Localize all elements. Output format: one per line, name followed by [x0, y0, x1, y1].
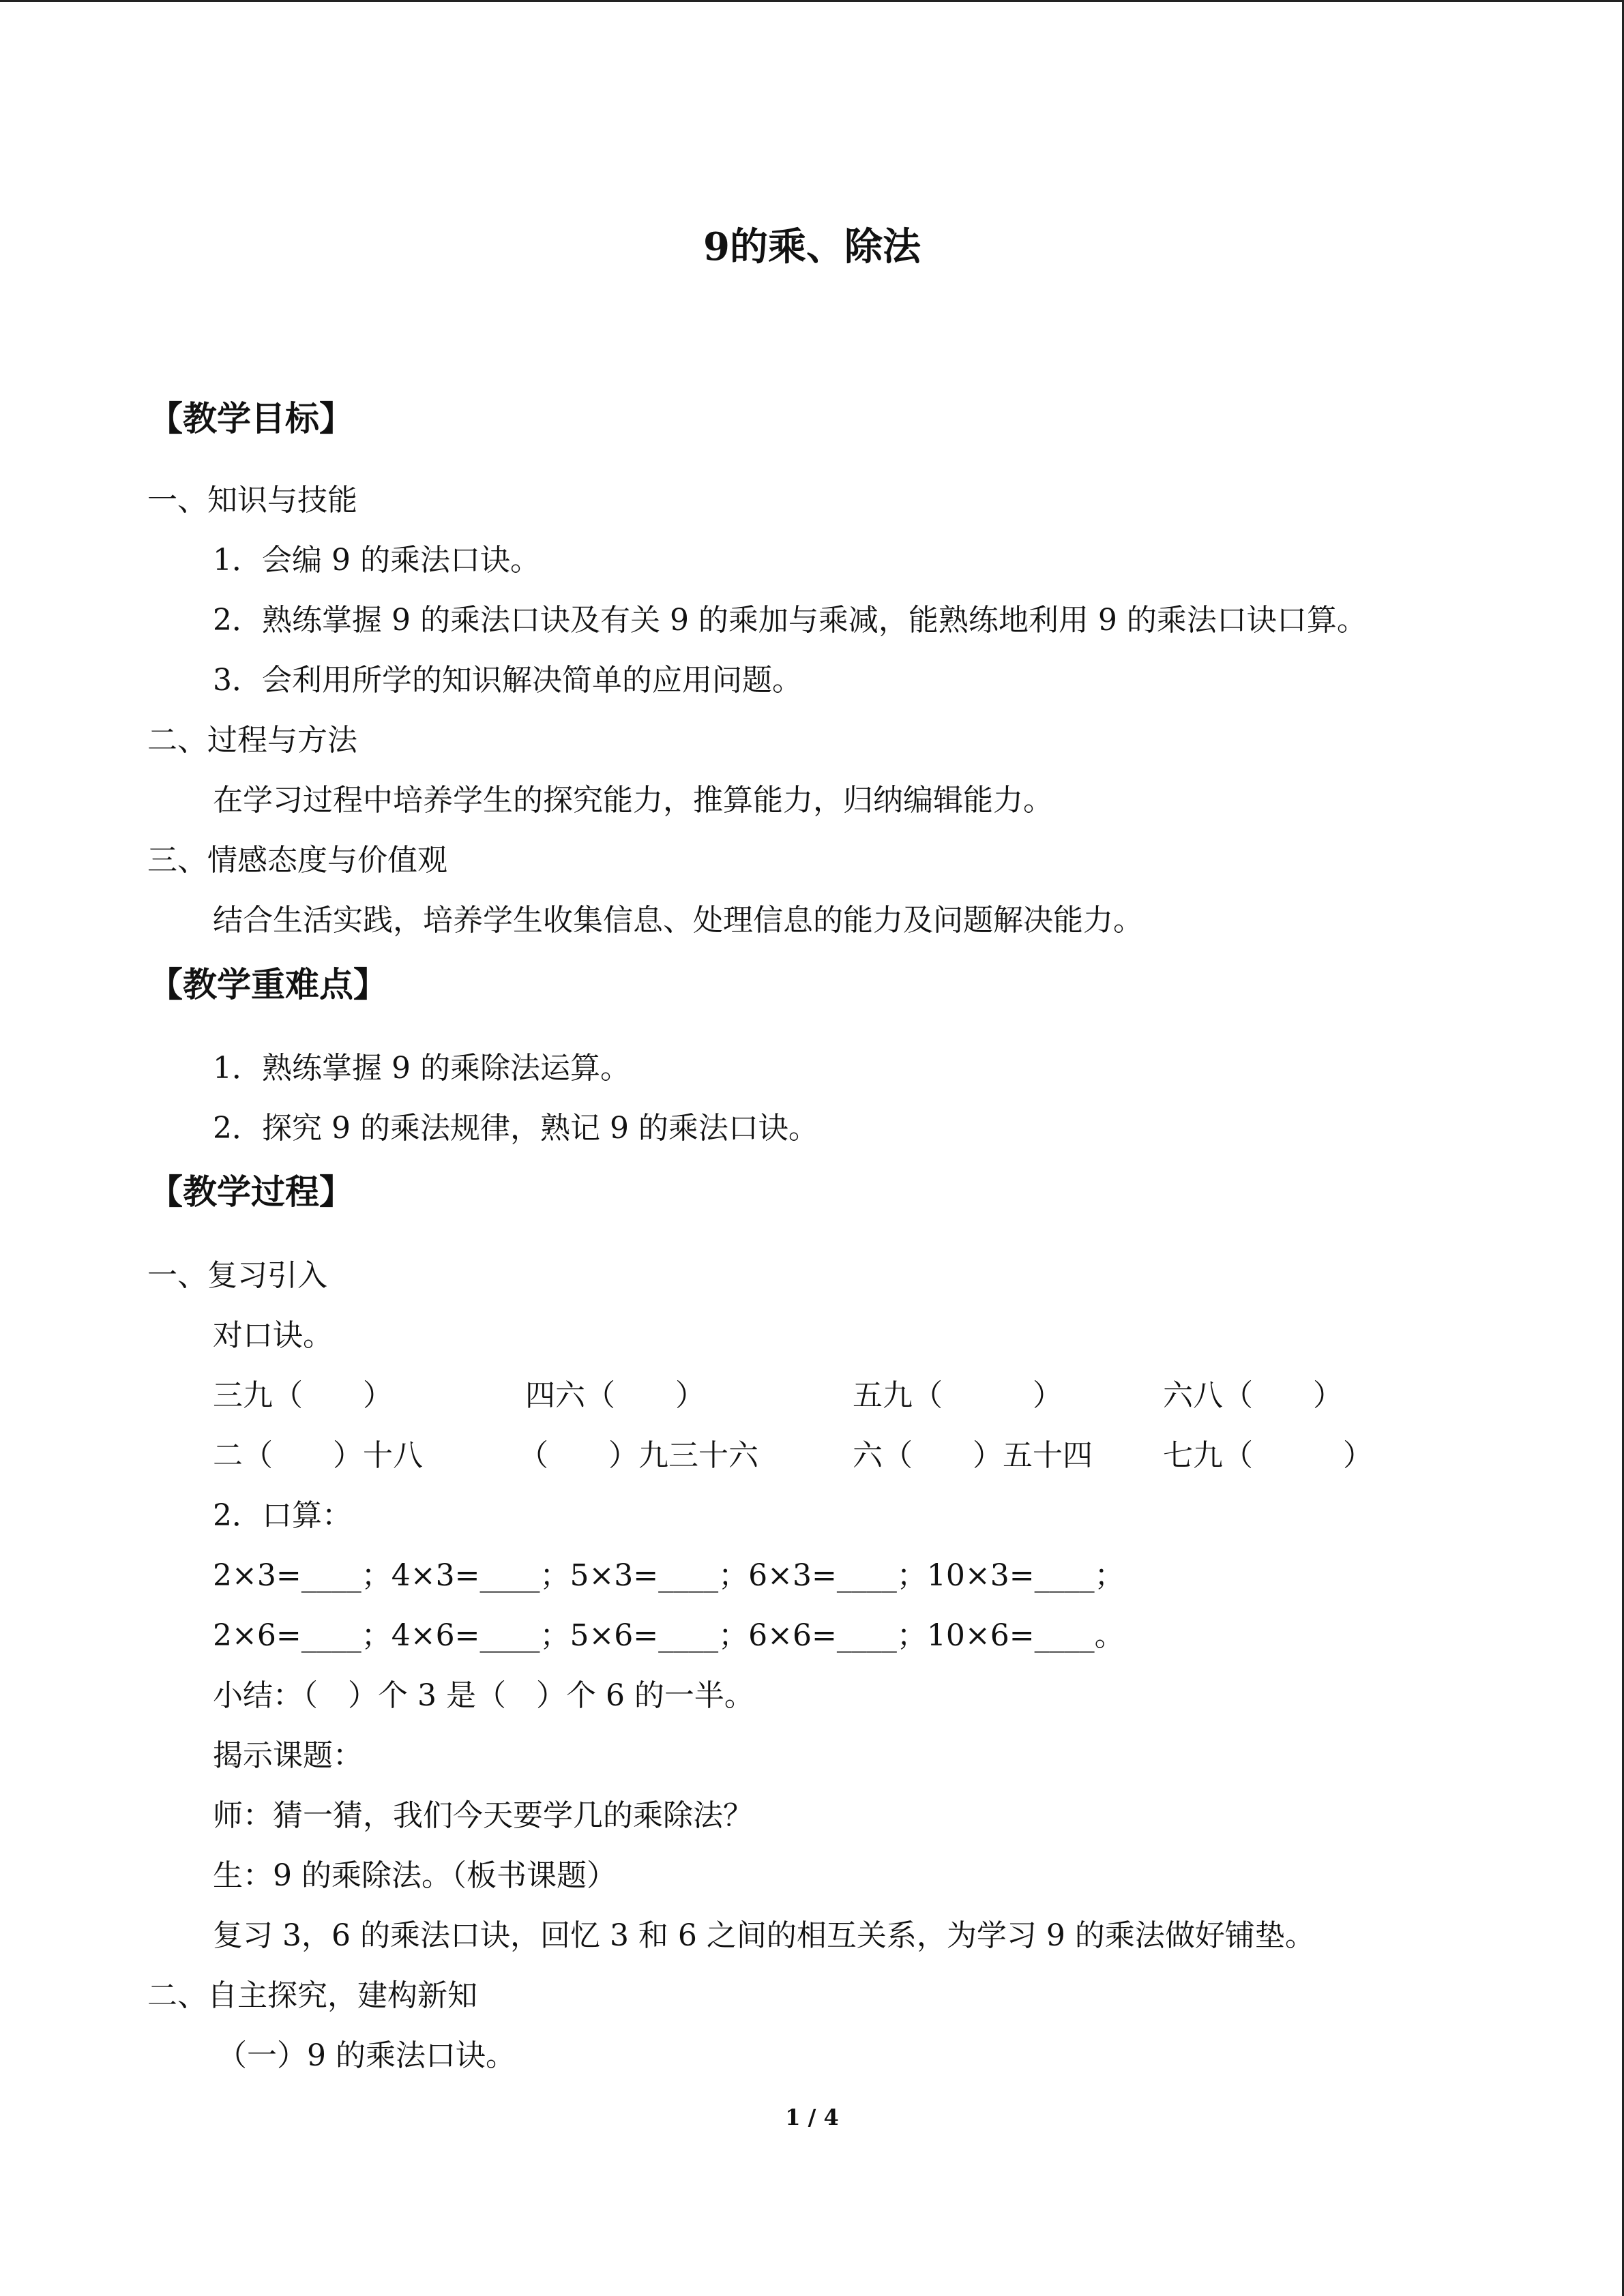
section-heading-process: 【教学过程】: [149, 1172, 353, 1212]
key-item-2: 2．探究 9 的乘法规律，熟记 9 的乘法口诀。: [213, 1111, 818, 1146]
goals-process-text: 在学习过程中培养学生的探究能力，推算能力，归纳编辑能力。: [213, 783, 1053, 818]
oral-calc-label: 2．口算：: [213, 1498, 352, 1533]
process-subheading-explore: 二、自主探究，建构新知: [147, 1978, 477, 2013]
process-subheading-review: 一、复习引入: [147, 1258, 327, 1293]
sub-item-9-multiplication: （一）9 的乘法口诀。: [217, 2038, 516, 2073]
reveal-topic-label: 揭示课题：: [213, 1738, 363, 1773]
document-title: 9的乘、除法: [703, 224, 921, 269]
top-border: [0, 0, 1624, 2]
koujue-item: 三九（ ）: [213, 1378, 393, 1413]
goals-attitude-text: 结合生活实践，培养学生收集信息、处理信息的能力及问题解决能力。: [213, 903, 1143, 938]
section-heading-goals: 【教学目标】: [149, 398, 353, 438]
goals-subheading-attitude: 三、情感态度与价值观: [147, 843, 447, 878]
oral-calc-row-1: 2×3=____；4×3=____；5×3=____；6×3=____；10×3=____；: [213, 1558, 1125, 1593]
koujue-item: 四六（ ）: [525, 1378, 705, 1413]
goals-item-1: 1．会编 9 的乘法口诀。: [213, 543, 540, 578]
goals-subheading-process: 二、过程与方法: [147, 723, 357, 758]
student-line: 生：9 的乘除法。（板书课题）: [213, 1858, 617, 1893]
goals-subheading-knowledge: 一、知识与技能: [147, 483, 357, 518]
koujue-item: 二（ ）十八: [213, 1438, 423, 1473]
koujue-label: 对口诀。: [213, 1318, 333, 1353]
teacher-line: 师：猜一猜，我们今天要学几的乘除法？: [213, 1798, 753, 1833]
summary-text: 小结：（ ）个 3 是（ ）个 6 的一半。: [213, 1678, 754, 1713]
koujue-item: （ ）九三十六: [518, 1438, 758, 1473]
koujue-item: 六（ ）五十四: [853, 1438, 1093, 1473]
koujue-item: 七九（ ）: [1163, 1438, 1373, 1473]
page-number: 1 / 4: [785, 2104, 839, 2130]
oral-calc-row-2: 2×6=____；4×6=____；5×6=____；6×6=____；10×6=____。: [213, 1618, 1125, 1653]
section-heading-key-points: 【教学重难点】: [149, 964, 387, 1004]
key-item-1: 1．熟练掌握 9 的乘除法运算。: [213, 1051, 630, 1086]
koujue-item: 六八（ ）: [1163, 1378, 1343, 1413]
goals-item-2: 2．熟练掌握 9 的乘法口诀及有关 9 的乘加与乘减，能熟练地利用 9 的乘法口诀口算。: [213, 603, 1367, 638]
goals-item-3: 3．会利用所学的知识解决简单的应用问题。: [213, 663, 802, 698]
review-text: 复习 3，6 的乘法口诀，回忆 3 和 6 之间的相互关系，为学习 9 的乘法做好铺垫。: [213, 1918, 1315, 1953]
koujue-item: 五九（ ）: [853, 1378, 1063, 1413]
